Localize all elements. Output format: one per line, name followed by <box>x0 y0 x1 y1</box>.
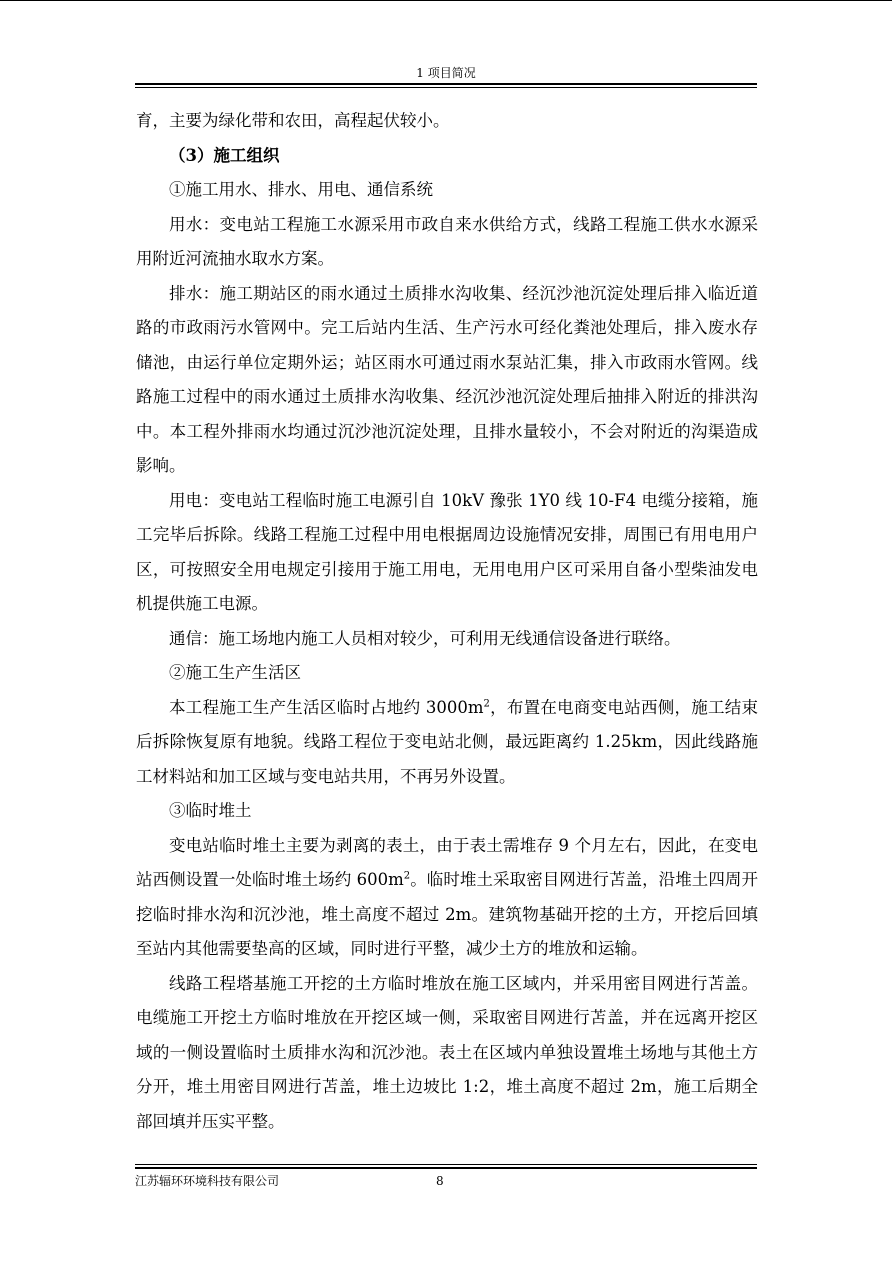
subheading-living-area: ②施工生产生活区 <box>169 663 301 682</box>
header-rule <box>135 83 757 85</box>
paragraph-temporary-soil-line: 线路工程塔基施工开挖的土方临时堆放在施工区域内，并采用密目网进行苫盖。电缆施工开挖土方临时堆放在开挖区域一侧，采取密目网进行苫盖，并在远离开挖区域的一侧设置临时土质排水沟和沉沙池。表土在区域内单独设置堆土场地与其他土方分开，堆土用密目网进行苫盖，堆土边坡比 1:2，堆土高度不超过 2m，施工后期全部回填并压实平整。 <box>136 973 758 1131</box>
text-segment: 。临时堆土采取密目网进行苫盖，沿堆土四周开挖临时排水沟和沉沙池，堆土高度不超过 2m。建筑物基础开挖的土方，开挖后回填至站内其他需要垫高的区域，同时进行平整，减少土方的堆放和运输。 <box>136 870 758 958</box>
paragraph-drainage: 排水：施工期站区的雨水通过土质排水沟收集、经沉沙池沉淀处理后排入临近道路的市政雨污水管网中。完工后站内生活、生产污水可经化粪池处理后，排入废水存储池，由运行单位定期外运；站区雨水可通过雨水泵站汇集，排入市政雨水管网。线路施工过程中的雨水通过土质排水沟收集、经沉沙池沉淀处理后抽排入附近的排洪沟中。本工程外排雨水均通过沉沙池沉淀处理，且排水量较小，不会对附近的沟渠造成影响。 <box>136 283 758 475</box>
paragraph-electricity: 用电：变电站工程临时施工电源引自 10kV 豫张 1Y0 线 10-F4 电缆分接箱，施工完毕后拆除。线路工程施工过程中用电根据周边设施情况安排，周围已有用电用户区，可按照安全用电规定引接用于施工用电，无用电用户区可采用自备小型柴油发电机提供施工电源。 <box>136 490 758 613</box>
text-segment: 变电站临时堆土主要为剥离的表土，由于表土需堆存 9 个月左右，因此，在变电站西侧设置一处临时堆土场约 600m <box>136 835 758 889</box>
page-body <box>136 104 758 1139</box>
paragraph-continuation: 育，主要为绿化带和农田，高程起伏较小。 <box>136 111 450 130</box>
paragraph-water-supply: 用水：变电站工程施工水源采用市政自来水供给方式，线路工程施工供水水源采用附近河流抽水取水方案。 <box>136 214 758 268</box>
paragraph-communication: 通信：施工场地内施工人员相对较少，可利用无线通信设备进行联络。 <box>169 628 681 648</box>
paragraph-living-area <box>136 691 758 795</box>
subheading-temporary-soil: ③临时堆土 <box>169 801 252 820</box>
page-header: 1 项目简况 <box>416 66 476 80</box>
subheading-utilities: ①施工用水、排水、用电、通信系统 <box>169 180 433 199</box>
superscript: 2 <box>483 698 490 709</box>
top-border <box>0 0 892 1</box>
section-heading-construction-organization: （3）施工组织 <box>169 145 280 165</box>
footer-rule-thin <box>135 1164 757 1165</box>
header-rule-thin <box>135 87 757 88</box>
footer-company: 江苏辐环环境科技有限公司 <box>135 1174 280 1188</box>
text-segment: ，布置在电商变电站西侧，施工结束后拆除恢复原有地貌。线路工程位于变电站北侧，最远距离约 1.25km，因此线路施工材料站和加工区域与变电站共用，不再另外设置。 <box>136 697 758 786</box>
superscript: 2 <box>403 870 411 882</box>
text-segment: 本工程施工生产生活区临时占地约 3000m <box>169 697 484 717</box>
footer-rule <box>135 1167 757 1169</box>
paragraph-temporary-soil-substation <box>136 829 758 967</box>
page-number: 8 <box>436 1174 444 1188</box>
